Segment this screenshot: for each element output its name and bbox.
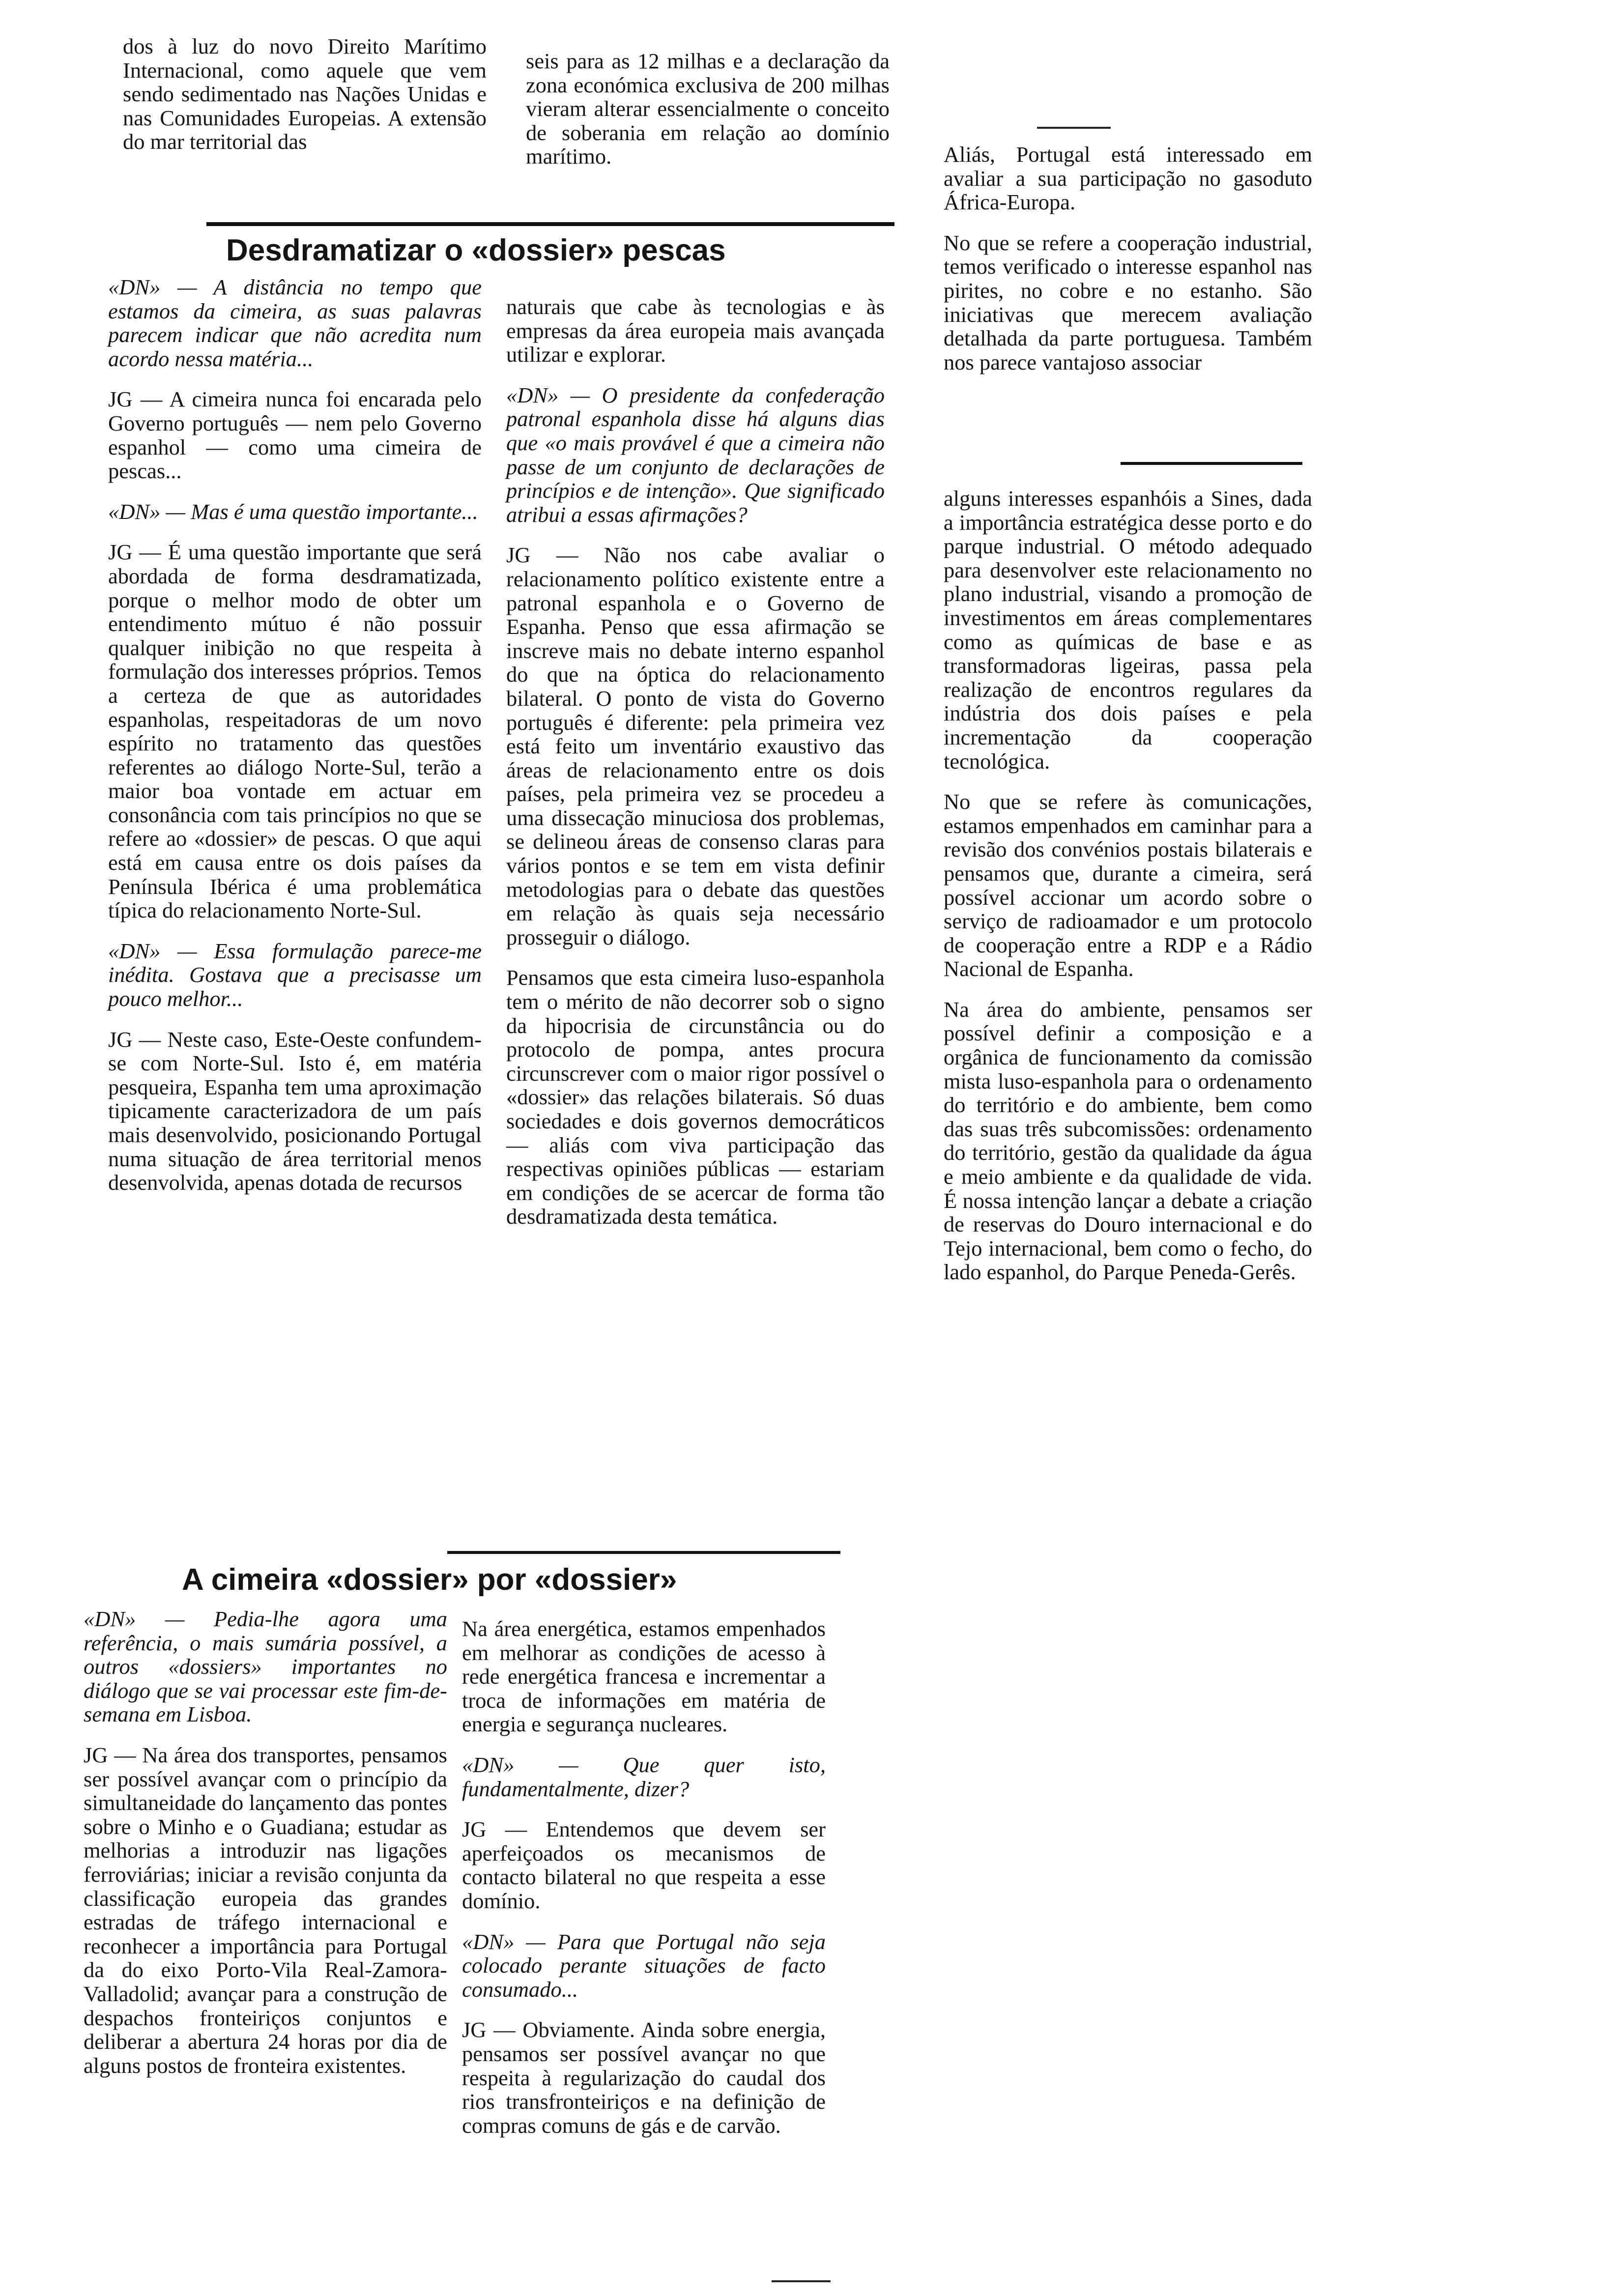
rc-p4: No que se refere às comunicações, estamos empenhados em caminhar para a revisão dos convénios postais bilaterais e pensamos que, durante a cimeira, será possível accionar um acordo sobre o serviço de radioamador e um protocolo de cooperação entre a RDP e a Rádio Nacional de Espanha. [944, 789, 1312, 981]
s2c2-a3: JG — Obviamente. Ainda sobre energia, pensamos ser possível avançar no que respeita à regularização do caudal dos rios transfronteiriços e na definição de compras comuns de gás e de carvão. [462, 2017, 826, 2138]
s1c1-q1: «DN» — A distância no tempo que estamos da cimeira, as suas palavras parecem indicar que não acredita num acordo nessa matéria... [108, 275, 482, 371]
s2c2-a2: JG — Entendemos que devem ser aperfeiçoados os mecanismos de contacto bilateral no que respeita a esse domínio. [462, 1817, 826, 1913]
section1-top-rule [206, 222, 894, 226]
s1c1-q3: «DN» — Essa formulação parece-me inédita. Gostava que a precisasse um pouco melhor... [108, 938, 482, 1011]
section1-headline: Desdramatizar o «dossier» pescas [226, 233, 726, 267]
s2c1-q1: «DN» — Pedia-lhe agora uma referência, o mais sumária possível, a outros «dossiers» importantes no diálogo que se vai processar este fim-de-semana em Lisboa. [84, 1607, 447, 1727]
s1c1-a2: JG — É uma questão importante que será abordada de forma desdramatizada, porque o melhor modo de obter um entendimento mútuo é não possuir qualquer inibição no que respeita à formulação dos interesses próprios. Temos a certeza de que as autoridades espanholas, respeitadoras de um novo espírito no tratamento das questões referentes ao diálogo Norte-Sul, terão a maior boa vontade em actuar em consonância com tais princípios no que se refere ao «dossier» de pescas. O que aqui está em causa entre os dois países da Península Ibérica é uma problemática típica do relacionamento Norte-Sul. [108, 540, 482, 923]
top-column-2 [526, 49, 890, 169]
rc-p3: alguns interesses espanhóis a Sines, dada a importância estratégica desse porto e do parque industrial. O método adequado para desenvolver este relacionamento no plano industrial, visando a promoção de investimentos em áreas complementares como as químicas de base e as transformadoras ligeiras, passa pela realização de encontros regulares da indústria dos dois países e pela incrementação da cooperação tecnológica. [944, 486, 1312, 774]
s1c2-a3: Pensamos que esta cimeira luso-espanhola tem o mérito de não decorrer sob o signo da hipocrisia de circunstância ou do protocolo de pompa, antes procura circunscrever com o maior rigor possível o «dossier» das relações bilaterais. Só duas sociedades e dois governos democráticos — aliás com viva participação das respectivas opiniões públicas — estariam em condições de se acercar de forma tão desdramatizada desta temática. [506, 965, 885, 1229]
right-column-lower [944, 487, 1312, 1284]
section2-column-2 [462, 1617, 826, 2137]
s2c2-q2: «DN» — Para que Portugal não seja colocado perante situações de facto consumado... [462, 1929, 826, 2002]
rc-p5: Na área do ambiente, pensamos ser possível definir a composição e a orgânica de funcionamento da comissão mista luso-espanhola para o ordenamento do território e do ambiente, bem como das suas três subcomissões: ordenamento do território, gestão da qualidade da água e meio ambiente e da qualidade de vida. É nossa intenção lançar a debate a criação de reservas do Douro internacional e do Tejo internacional, bem como o fecho, do lado espanhol, do Parque Peneda-Gerês. [944, 997, 1312, 1285]
rc-p1: Aliás, Portugal está interessado em avaliar a sua participação no gasoduto África-Europa. [944, 142, 1312, 215]
section2-top-rule [447, 1551, 840, 1554]
rc-p2: No que se refere a cooperação industrial, temos verificado o interesse espanhol nas pirites, no cobre e no estanho. São iniciativas que merecem avaliação detalhada da parte portuguesa. Também nos parece vantajoso associar [944, 230, 1312, 374]
s1c1-a1: JG — A cimeira nunca foi encarada pelo Governo português — nem pelo Governo espanhol — como uma cimeira de pescas... [108, 387, 482, 484]
top-paragraph-2: seis para as 12 milhas e a declaração da zona económica exclusiva de 200 milhas vieram alterar essencialmente o conceito de soberania em relação ao domínio marítimo. [526, 49, 890, 169]
s2c1-a1: JG — Na área dos transportes, pensamos ser possível avançar com o princípio da simultaneidade do lançamento das pontes sobre o Minho e o Guadiana; estudar as melhorias a introduzir nas ligações ferroviárias; iniciar a revisão conjunta da classificação europeia das grandes estradas de tráfego internacional e reconhecer a importância para Portugal da do eixo Porto-Vila Real-Zamora-Valladolid; avançar para a construção de despachos fronteiriços conjuntos e deliberar a abertura 24 horas por dia de alguns postos de fronteira existentes. [84, 1742, 447, 2078]
section1-column-2 [506, 295, 885, 1229]
top-paragraph-1: dos à luz do novo Direito Marítimo Internacional, como aquele que vem sendo sedimentado nas Nações Unidas e nas Comunidades Europeias. A extensão do mar territorial das [123, 34, 487, 154]
s2c2-q1: «DN» — Que quer isto, fundamentalmente, dizer? [462, 1752, 826, 1801]
section2-headline: A cimeira «dossier» por «dossier» [182, 1563, 677, 1597]
right-column-top-dash [1037, 127, 1111, 129]
s1c2-a2: JG — Não nos cabe avaliar o relacionamento político existente entre a patronal espanhola e o Governo de Espanha. Penso que essa afirmação se inscreve mais no debate interno espanhol do que na óptica do relacionamento bilateral. O ponto de vista do Governo português é diferente: pela primeira vez está feito um inventário exaustivo das áreas de relacionamento entre os dois países, pela primeira vez se procedeu a uma dissecação minuciosa dos problemas, se delineou áreas de consenso claras para vários pontos e se tem em vista definir metodologias para o debate das questões em relação às quais seja necessário prosseguir o diálogo. [506, 543, 885, 949]
s1c1-a3: JG — Neste caso, Este-Oeste confundem-se com Norte-Sul. Isto é, em matéria pesqueira, Espanha tem uma aproximação tipicamente caracterizadora de um país mais desenvolvido, posicionando Portugal numa situação de área territorial menos desenvolvida, apenas dotada de recursos [108, 1027, 482, 1195]
s1c2-q1: «DN» — O presidente da confederação patronal espanhola disse há alguns dias que «o mais provável é que a cimeira não passe de um conjunto de declarações de princípios e de intenção». Que significado atribui a essas afirmações? [506, 382, 885, 527]
s1c2-a1: naturais que cabe às tecnologias e às empresas da área europeia mais avançada utilizar e explorar. [506, 294, 885, 367]
right-column-upper [944, 143, 1312, 374]
right-column-divider [1121, 462, 1302, 465]
section2-column-1 [84, 1607, 447, 2077]
s2c2-a1: Na área energética, estamos empenhados em melhorar as condições de acesso à rede energética francesa e incrementar a troca de informações em matéria de energia e segurança nucleares. [462, 1616, 826, 1737]
s1c1-q2: «DN» — Mas é uma questão importante... [108, 499, 478, 524]
bottom-dash [772, 2280, 831, 2282]
section1-column-1 [108, 275, 482, 1195]
top-column-1 [123, 34, 487, 154]
